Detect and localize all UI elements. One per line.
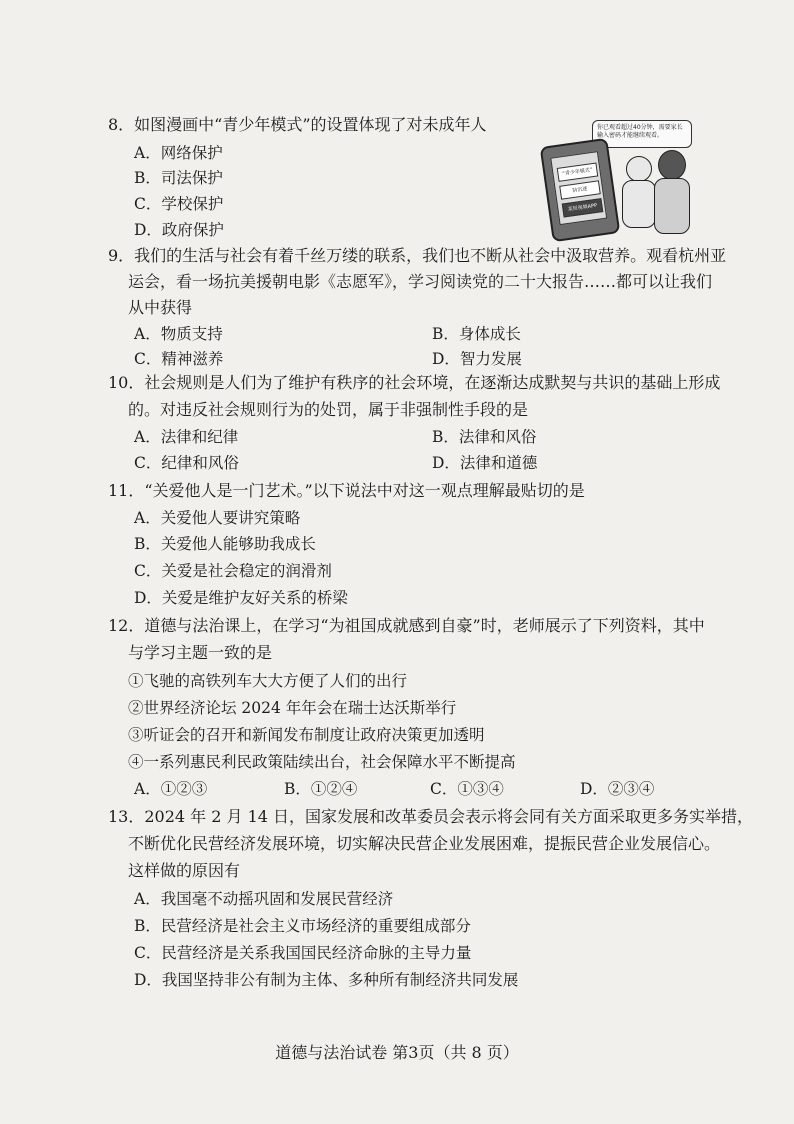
- q8-option-d: D．政府保护: [134, 221, 224, 239]
- q12-item-2: ②世界经济论坛 2024 年年会在瑞士达沃斯举行: [128, 699, 457, 717]
- q12-option-b: B．①②④: [284, 780, 358, 798]
- q8-option-b: B．司法保护: [134, 169, 223, 187]
- question-10-line-2: 的。对违反社会规则行为的处罚，属于非强制性手段的是: [128, 400, 529, 419]
- q11-option-d: D．关爱是维护友好关系的桥梁: [134, 589, 348, 607]
- phone-screen: [550, 151, 607, 225]
- q12-item-4: ④一系列惠民利民政策陆续出台，社会保障水平不断提高: [128, 753, 516, 771]
- question-11-stem: 11．“关爱他人是一门艺术。”以下说法中对这一观点理解最贴切的是: [108, 481, 585, 500]
- q12-item-1: ①飞驰的高铁列车大大方便了人们的出行: [128, 672, 408, 690]
- parent-figure-head: [658, 150, 686, 180]
- youth-mode-comic-illustration: [538, 120, 694, 238]
- comic-anti-addiction-tag: 防沉迷: [559, 180, 601, 199]
- q11-option-c: C．关爱是社会稳定的润滑剂: [134, 562, 332, 580]
- q8-option-c: C．学校保护: [134, 195, 224, 213]
- q12-option-d: D．②③④: [580, 780, 655, 798]
- question-12-line-1: 12．道德与法治课上，在学习“为祖国成就感到自豪”时，老师展示了下列资料，其中: [108, 616, 705, 635]
- question-13-line-3: 这样做的原因有: [128, 861, 241, 880]
- question-12-line-2: 与学习主题一致的是: [128, 643, 273, 662]
- question-13-line-2: 不断优化民营经济发展环境，切实解决民营企业发展困难，提振民营企业发展信心。: [128, 834, 721, 853]
- question-8-stem: 8．如图漫画中“青少年模式”的设置体现了对未成年人: [108, 115, 487, 134]
- q9-option-b: B．身体成长: [432, 325, 521, 343]
- q13-option-a: A．我国毫不动摇巩固和发展民营经济: [134, 890, 394, 908]
- question-9-line-2: 运会，看一场抗美援朝电影《志愿军》，学习阅读党的二十大报告……都可以让我们: [128, 272, 713, 291]
- q8-option-a: A．网络保护: [134, 144, 223, 162]
- q11-option-a: A．关爱他人要讲究策略: [134, 509, 301, 527]
- q9-option-a: A．物质支持: [134, 325, 223, 343]
- q9-option-c: C．精神滋养: [134, 350, 224, 368]
- child-figure-head: [626, 156, 652, 182]
- q10-option-d: D．法律和道德: [432, 454, 538, 472]
- comic-app-tag: 某短视频APP: [562, 198, 604, 217]
- comic-speech-bubble: 你已观看超过40分钟，需要家长输入密码才能继续观看。: [592, 120, 692, 148]
- q13-option-d: D．我国坚持非公有制为主体、多种所有制经济共同发展: [134, 971, 519, 989]
- question-9-line-1: 9．我们的生活与社会有着千丝万缕的联系，我们也不断从社会中汲取营养。观看杭州亚: [108, 246, 727, 265]
- q12-option-c: C．①③④: [430, 780, 504, 798]
- q12-item-3: ③听证会的召开和新闻发布制度让政府决策更加透明: [128, 726, 485, 744]
- smartphone-illustration: [540, 138, 621, 243]
- parent-figure-body: [654, 178, 690, 234]
- comic-youth-mode-tag: “青少年模式”: [557, 162, 599, 181]
- q13-option-b: B．民营经济是社会主义市场经济的重要组成部分: [134, 917, 471, 935]
- q10-option-b: B．法律和风俗: [432, 428, 537, 446]
- question-9-line-3: 从中获得: [128, 298, 193, 317]
- q13-option-c: C．民营经济是关系我国国民经济命脉的主导力量: [134, 944, 472, 962]
- q10-option-a: A．法律和纪律: [134, 428, 239, 446]
- q12-option-a: A．①②③: [134, 780, 208, 798]
- question-13-line-1: 13．2024 年 2 月 14 日，国家发展和改革委员会表示将会同有关方面采取更多务实举措，: [108, 807, 754, 826]
- child-figure-body: [622, 180, 656, 228]
- q9-option-d: D．智力发展: [432, 350, 522, 368]
- question-10-line-1: 10．社会规则是人们为了维护有秩序的社会环境，在逐渐达成默契与共识的基础上形成: [108, 373, 721, 392]
- q11-option-b: B．关爱他人能够助我成长: [134, 535, 316, 553]
- q10-option-c: C．纪律和风俗: [134, 454, 239, 472]
- page-footer: 道德与法治试卷 第3页（共 8 页）: [275, 1043, 519, 1062]
